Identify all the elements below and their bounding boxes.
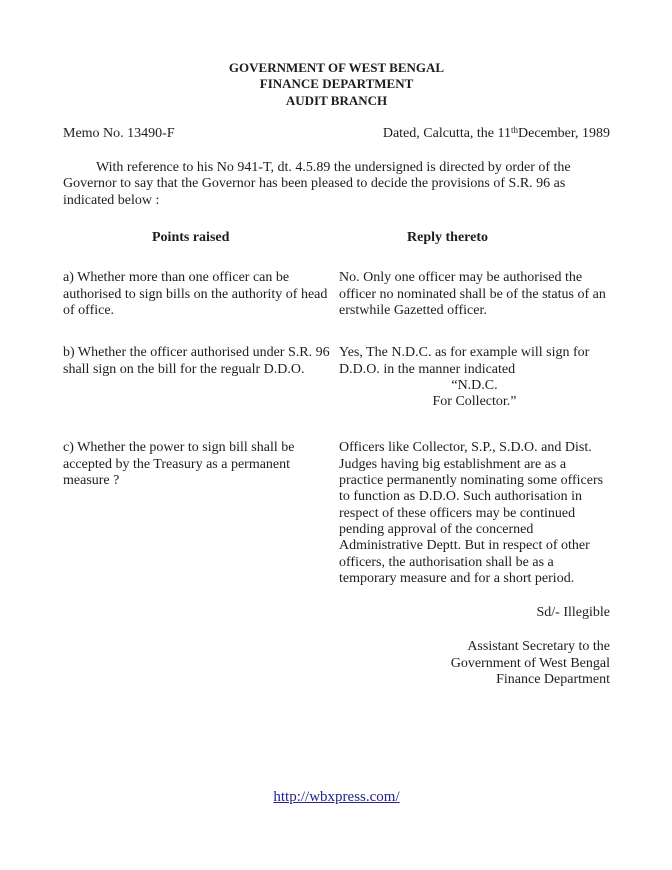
footer-link[interactable]: http://wbxpress.com/ [273,789,400,806]
signature-sd-line: Sd/- Illegible [536,605,610,621]
reply-b-cell [339,345,610,410]
column-header-points-raised: Points raised [152,230,230,246]
column-header-reply-thereto: Reply thereto [407,230,488,246]
table-row-a [63,270,610,319]
memo-date-ordinal-superscript: th [511,124,519,135]
point-a-text: a) Whether more than one officer can be authorised to sign bills on the authority of head of office. [63,270,328,318]
header-government-line: GOVERNMENT OF WEST BENGAL [228,60,445,75]
document-header [63,60,610,109]
header-branch-line: AUDIT BRANCH [285,92,388,108]
signature-title-line-3: Finance Department [496,672,610,688]
reply-c-text: Officers like Collector, S.P., S.D.O. and Dist. Judges having big establishment are as a practice permanently nominating some officers to function as D.D.O. Such authorisation in respect of these officers may be continued pending approval of the concerned Administrative Deptt. But in respect of other officers, the authorisation shall be as a temporary measure and for a short period. [339,440,604,586]
table-row-c [63,440,610,587]
table-header-row [63,230,610,246]
footer [63,789,610,805]
memo-number: Memo No. 13490-F [63,125,175,141]
point-b-text: b) Whether the officer authorised under S.R. 96 shall sign on the bill for the regualr D.D.O. [63,345,330,377]
reply-b-ndc-line: “N.D.C. [451,377,498,393]
memo-date-prefix: Dated, Calcutta, the 11 [382,125,512,141]
table-row-b [63,345,610,410]
memo-date [383,126,610,142]
reply-b-for-collector-line: For Collector.” [432,394,517,410]
signature-title-line-1: Assistant Secretary to the [467,639,610,655]
point-c-text: c) Whether the power to sign bill shall be accepted by the Treasury as a permanent measure ? [63,440,295,489]
signature-title-block [63,639,610,688]
memo-date-suffix: December, 1989 [518,125,610,141]
intro-paragraph: With reference to his No 941-T, dt. 4.5.89 the undersigned is directed by order of the Governor to say that the Governor has been pleased to decide the provisions of S.R. 96 as indicated below : [63,160,571,208]
signature-title-line-2: Government of West Bengal [450,655,610,671]
header-department-line: FINANCE DEPARTMENT [259,76,414,92]
reply-b-text: Yes, The N.D.C. as for example will sign for D.D.O. in the manner indicated [339,345,590,377]
memo-row [63,126,610,142]
reply-a-text: No. Only one officer may be authorised the officer no nominated shall be of the status of an erstwhile Gazetted officer. [339,270,606,318]
